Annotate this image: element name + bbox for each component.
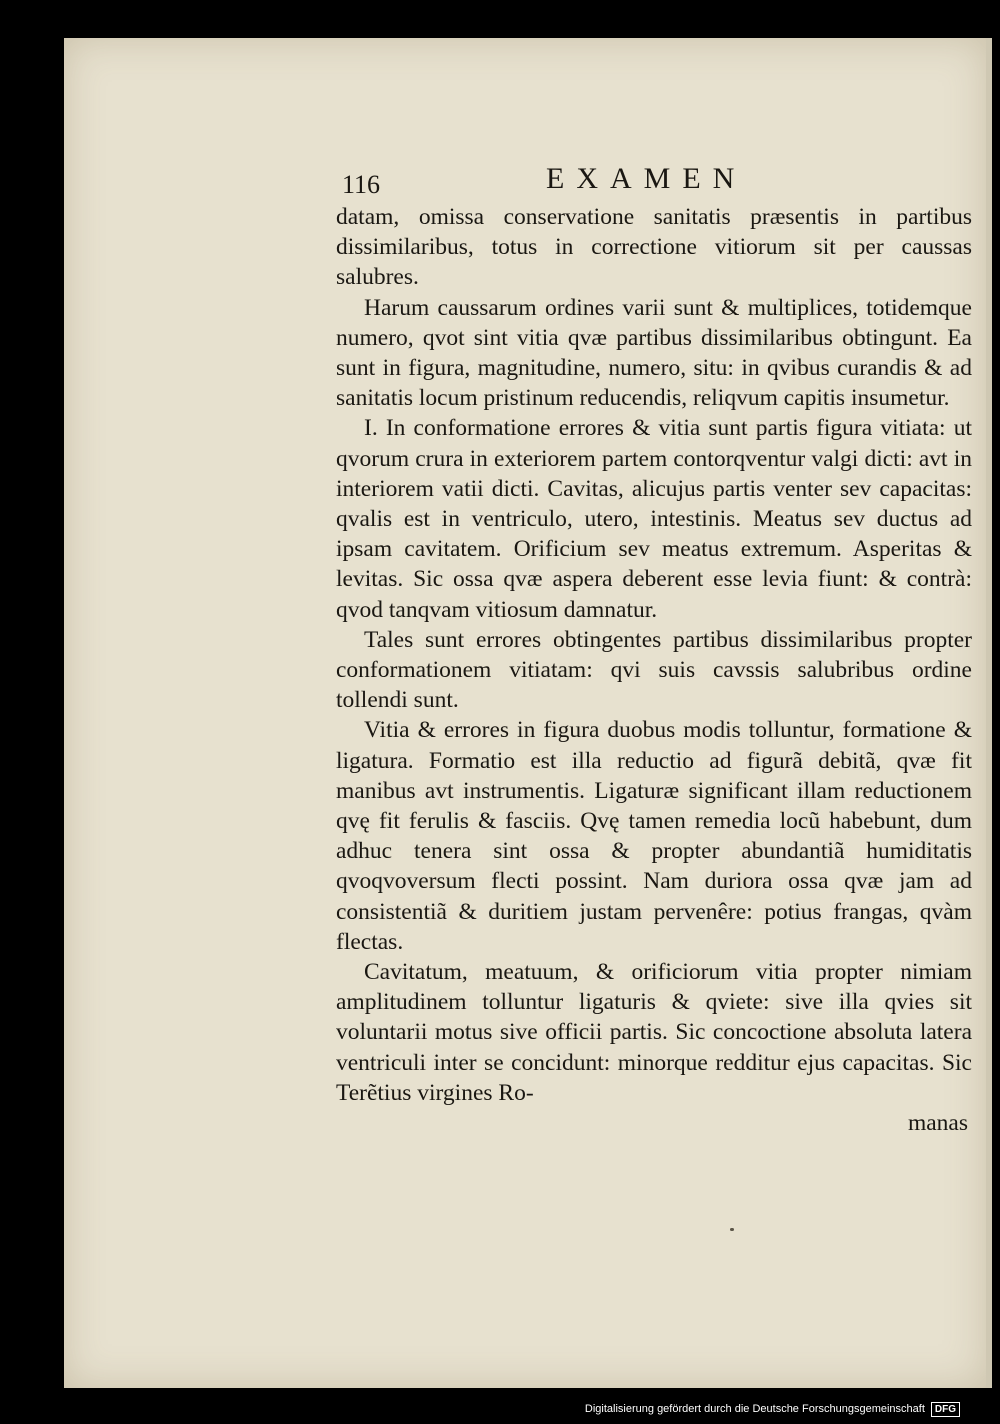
body-text <box>336 202 972 1108</box>
paragraph: Vitia & errores in figura duobus modis tolluntur, formatione & ligatura. Formatio est illa reductio ad figurã debitã, qvæ fit manibus avt instrumentis. Ligaturæ significant illam reductionem qvę fit ferulis & fasciis. Qvę tamen remedia locũ habebunt, dum adhuc tenera sint ossa & propter abundantiã humiditatis qvoqvoversum flecti possint. Nam duriora ossa qvæ jam ad consistentiã & duritiem justam pervenêre: potius frangas, qvàm flectas. <box>336 717 972 955</box>
credit-text: Digitalisierung gefördert durch die Deutsche Forschungsgemeinschaft <box>584 1403 925 1415</box>
paragraph-continuation: datam, omissa conservatione sanitatis præsentis in partibus dissimilaribus, totus in correctione vitiorum sit per caussas salubres. <box>336 204 972 291</box>
running-title: EXAMEN <box>546 162 747 195</box>
running-head <box>336 158 972 202</box>
dfg-logo: DFG <box>931 1402 960 1417</box>
paragraph: Tales sunt errores obtingentes partibus dissimilaribus propter conformationem vitiatam: qvi suis cavssis salubribus ordine tollendi sunt. <box>336 626 972 714</box>
paragraph: I. In conformatione errores & vitia sunt partis figura vitiata: ut qvorum crura in exteriorem partem contorqventur valgi dicti: avt in interiorem vatii dicti. Cavitas, alicujus partis venter sev capacitas: qvalis est in ventriculo, utero, intestinis. Meatus sev ductus ad ipsam cavitatem. Orificium sev meatus extremum. Asperitas & levitas. Sic ossa qvæ aspera deberent esse levia fiunt: & contrà: qvod tanqvam vitiosum damnatur. <box>336 415 972 623</box>
paragraph: Cavitatum, meatuum, & orificiorum vitia propter nimiam amplitudinem tolluntur ligaturis & qviete: sive illa qvies sit voluntarii motus sive officii partis. Sic concoctione absoluta latera ventriculi inter se concidunt: minorque redditur ejus capacitas. Sic Terẽtius virgines Ro- <box>336 959 972 1106</box>
page-content <box>336 158 972 1138</box>
page-number: 116 <box>342 170 381 199</box>
paper-speck <box>730 1228 734 1231</box>
digitization-credit <box>585 1400 960 1418</box>
catchword: manas <box>907 1110 968 1137</box>
paragraph: Harum caussarum ordines varii sunt & multiplices, totidemque numero, qvot sint vitia qvæ partibus dissimilaribus obtingunt. Ea sunt in figura, magnitudine, numero, situ: in qvibus curandis & ad sanitatis locum pristinum reducendis, reliqvum capitis insumetur. <box>336 294 972 412</box>
book-page <box>64 38 992 1388</box>
